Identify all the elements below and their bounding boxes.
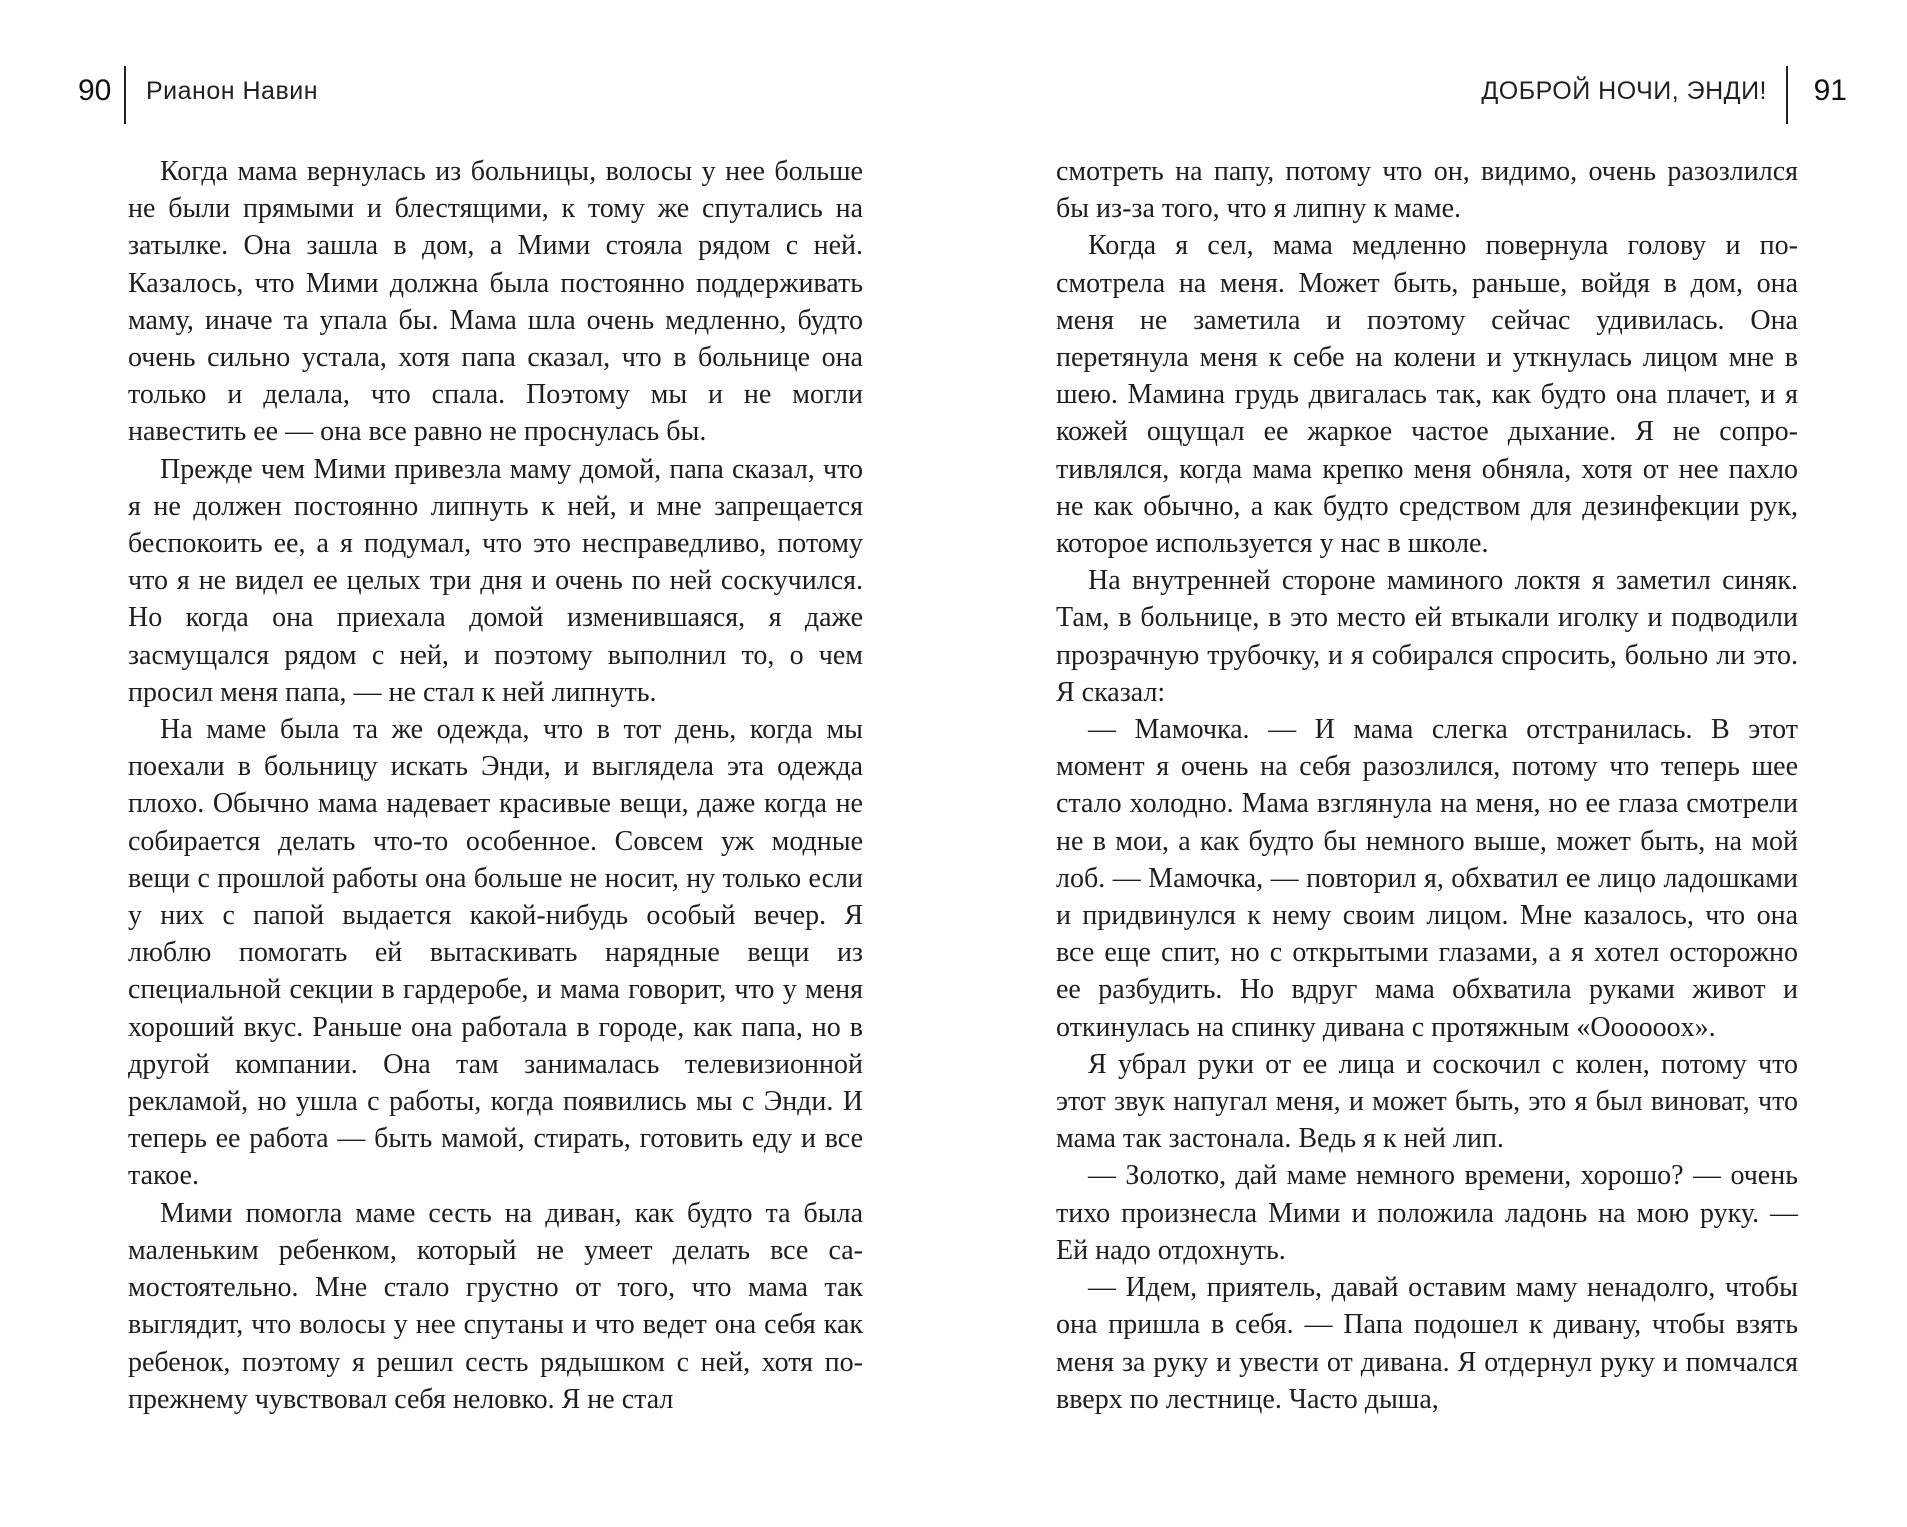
running-head-title: ДОБРОЙ НОЧИ, ЭНДИ! [1481, 77, 1767, 105]
left-page [0, 0, 953, 1527]
header-divider [124, 66, 126, 124]
right-page-body [1056, 153, 1798, 1418]
right-page-header [1007, 66, 1907, 120]
paragraph-continuation: смотреть на папу, потому что он, видимо, очень разозлился бы из-за того, что я липну к маме. [1056, 156, 1798, 225]
left-page-header [78, 66, 878, 120]
running-head-author: Рианон Навин [146, 77, 319, 105]
paragraph: — Золотко, дай маме немного времени, хорошо? — очень тихо произнесла Мими и положила ладонь на мою руку. — Ей надо отдохнуть. [1056, 1160, 1798, 1266]
paragraph: На маме была та же одежда, что в тот день, когда мы поехали в больницу искать Энди, и выглядела эта одежда плохо. Обычно мама надевает красивые вещи, даже когда не собирается делать что-то особенное. Совсем уж модные вещи с прошлой работы она больше не носит, ну только если у них с папой выдается какой-нибудь особый вечер. Я люблю помогать ей вытаскивать нарядные вещи из специальной секции в гардеробе, и мама говорит, что у меня хороший вкус. Раньше она работала в городе, как папа, но в другой компании. Она там занималась телевизионной рекламой, но ушла с работы, когда появились мы с Энди. И теперь ее работа — быть мамой, стирать, готовить еду и все такое. [128, 714, 863, 1192]
page-number: 90 [78, 74, 112, 107]
paragraph: Когда я сел, мама медленно повернула голову и посмотрела на меня. Может быть, раньше, войдя в дом, она меня не заметила и поэтому сейчас удивилась. Она перетянула меня к себе на колени и уткнулась лицом мне в шею. Мамина грудь двигалась так, как будто она плачет, и я кожей ощущал ее жаркое частое дыхание. Я не сопротивлялся, когда мама крепко меня обняла, хотя от нее пахло не как обычно, а как будто средством для дезинфекции рук, которое используется у нас в школе. [1056, 230, 1798, 560]
left-page-body [128, 153, 863, 1418]
paragraph: Я убрал руки от ее лица и соскочил с колен, потому что этот звук напугал меня, и может быть, это я был виноват, что мама так застонала. Ведь я к ней лип. [1056, 1048, 1798, 1155]
paragraph: — Идем, приятель, давай оставим маму ненадолго, чтобы она пришла в себя. — Папа подошел к дивану, чтобы взять меня за руку и увести от дивана. Я отдернул руку и помчался вверх по лестнице. Часто дыша, [1056, 1272, 1798, 1415]
paragraph: Когда мама вернулась из больницы, волосы у нее больше не были прямыми и блестящими, к тому же спутались на затылке. Она зашла в дом, а Мими стояла рядом с ней. Казалось, что Мими должна была постоянно поддерживать маму, иначе та упала бы. Мама шла очень медленно, будто очень сильно устала, хотя папа сказал, что в больнице она только и делала, что спала. Поэтому мы и не могли навестить ее — она все равно не проснулась бы. [128, 156, 863, 448]
paragraph: Мими помогла маме сесть на диван, как будто та была маленьким ребенком, который не умеет делать все самостоятельно. Мне стало грустно от того, что мама так выглядит, что волосы у нее спутаны и что ведет она себя как ребенок, поэтому я решил сесть рядышком с ней, хотя по-прежнему чувствовал себя неловко. Я не стал [128, 1197, 863, 1415]
header-divider [1786, 66, 1788, 124]
paragraph: Прежде чем Мими привезла маму домой, папа сказал, что я не должен постоянно липнуть к ней, и мне запрещается беспокоить ее, а я подумал, что это несправедливо, потому что я не видел ее целых три дня и очень по ней соскучился. Но когда она приехала домой изменившаяся, я даже засмущался рядом с ней, и поэтому выполнил то, о чем просил меня папа, — не стал к ней липнуть. [128, 453, 863, 708]
paragraph: — Мамочка. — И мама слегка отстранилась. В этот момент я очень на себя разозлился, потому что теперь шее стало холодно. Мама взглянула на меня, но ее глаза смотрели не в мои, а как будто бы немного выше, может быть, на мой лоб. — Мамочка, — повторил я, обхватил ее лицо ладошками и придвинулся к нему своим лицом. Мне казалось, что она все еще спит, но с открытыми глазами, а я хотел осторожно ее разбудить. Но вдруг мама обхватила руками живот и откинулась на спинку дивана с протяжным «Ооооoox». [1056, 714, 1798, 1043]
page-number: 91 [1813, 74, 1847, 107]
right-page [953, 0, 1907, 1527]
paragraph: На внутренней стороне маминого локтя я заметил синяк. Там, в больнице, в это место ей втыкали иголку и подводили прозрачную трубочку, и я собирался спросить, больно ли это. Я сказал: [1056, 565, 1798, 708]
